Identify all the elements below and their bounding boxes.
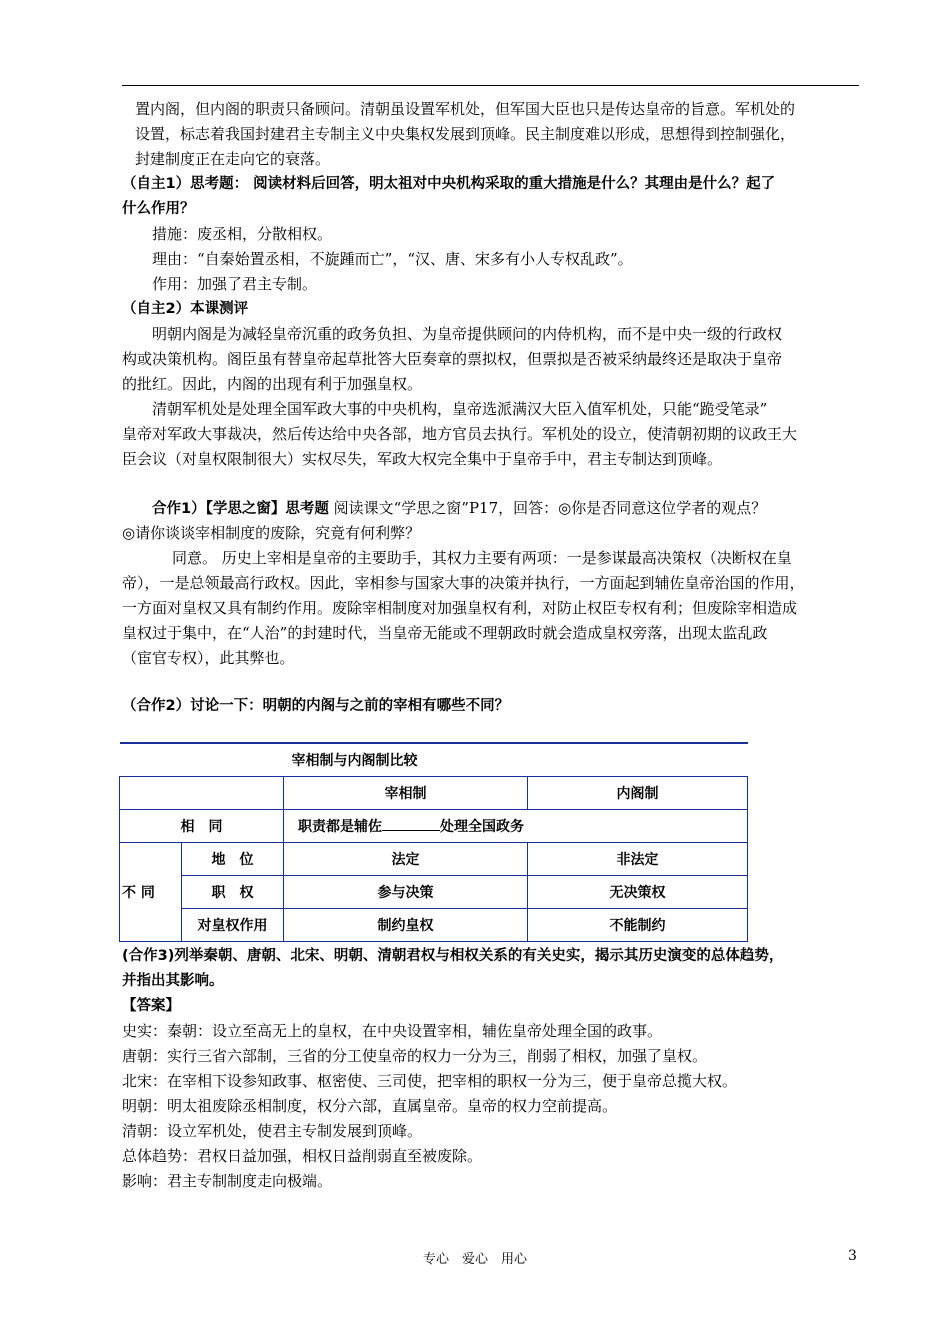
zizhu1-answer: 作用：加强了君主专制。 [152, 275, 318, 293]
hezuo1-answer: 皇权过于集中，在“人治”的封建时代，当皇帝无能或不理朝政时就会造成皇权旁落，出现太监乱政 [122, 624, 768, 642]
hezuo1-question-line2: ◎请你谈谈宰相制度的废除，究竟有何利弊？ [122, 524, 421, 542]
zizhu1-answer: 理由：“自秦始置丞相，不旋踵而亡”，“汉、唐、宋多有小人专权乱政”。 [152, 250, 633, 268]
row-label-different: 不 同 [120, 843, 182, 942]
page-number: 3 [848, 1248, 857, 1264]
diff-row-label: 地 位 [182, 843, 284, 876]
hezuo1-answer: 同意。 历史上宰相是皇帝的主要助手，其权力主要有两项：一是参谋最高决策权（决断权在皇 [172, 549, 792, 567]
zizhu2-heading: （自主2）本课测评 [122, 301, 249, 317]
page-footer: 专心 爱心 用心 [422, 1252, 527, 1267]
hezuo1-answer: 一方面对皇权又具有制约作用。废除宰相制度对加强皇权有利，对防止权臣专权有利；但废除宰相造成 [122, 599, 798, 617]
intro-line: 设置，标志着我国封建君主专制主义中央集权发展到顶峰。民主制度难以形成，思想得到控制强化， [135, 125, 796, 143]
hezuo2-question: （合作2）讨论一下：明朝的内阁与之前的宰相有哪些不同？ [122, 698, 510, 714]
hezuo1-question-text: 阅读课文“学思之窗”P17，回答：◎你是否同意这位学者的观点？ [328, 499, 767, 517]
diff-row-label: 对皇权作用 [182, 909, 284, 942]
hezuo1-answer: 帝），一是总领最高行政权。因此，宰相参与国家大事的决策并执行，一方面起到辅佐皇帝治国的作用， [122, 574, 805, 592]
zizhu2-paragraph: 臣会议（对皇权限制很大）实权尽失，军政大权完全集中于皇帝手中，君主专制达到顶峰。 [122, 450, 723, 468]
hezuo1-label: 合作1）【学思之窗】思考题 [152, 501, 329, 517]
zizhu1-question: （自主1）思考题： 阅读材料后回答，明太祖对中央机构采取的重大措施是什么？其理由是什么？起了 [122, 176, 776, 192]
col-header-neige: 内阁制 [528, 777, 748, 810]
comparison-table [119, 742, 748, 942]
hezuo1-answer: （宦官专权），此其弊也。 [122, 649, 295, 667]
hezuo3-question: 并指出其影响。 [122, 973, 224, 989]
hezuo3-question: (合作3)列举秦朝、唐朝、北宋、明朝、清朝君权与相权关系的有关史实，揭示其历史演变的总体趋势， [122, 948, 784, 964]
diff-cell-zaixiang: 法定 [284, 843, 528, 876]
answer-heading: 【答案】 [122, 998, 180, 1014]
zizhu2-paragraph: 的批红。因此，内阁的出现有利于加强皇权。 [122, 375, 423, 393]
answer-line: 明朝：明太祖废除丞相制度，权分六部，直属皇帝。皇帝的权力空前提高。 [122, 1097, 618, 1115]
diff-row-label: 职 权 [182, 876, 284, 909]
zizhu1-answer: 措施：废丞相，分散相权。 [152, 225, 333, 243]
header-rule [122, 85, 859, 86]
diff-cell-zaixiang: 制约皇权 [284, 909, 528, 942]
answer-line: 史实：秦朝：设立至高无上的皇权，在中央设置宰相，辅佐皇帝处理全国的政事。 [122, 1022, 663, 1040]
answer-line: 清朝：设立军机处，使君主专制发展到顶峰。 [122, 1122, 423, 1140]
same-cell [284, 810, 748, 843]
hezuo1-question [152, 496, 766, 522]
intro-line: 封建制度正在走向它的衰落。 [135, 150, 331, 168]
zizhu2-paragraph: 明朝内阁是为减轻皇帝沉重的政务负担、为皇帝提供顾问的内侍机构，而不是中央一级的行政权 [152, 325, 783, 343]
zizhu2-paragraph: 皇帝对军政大事裁决，然后传达给中央各部，地方官员去执行。军机处的设立，使清朝初期的议政王大 [122, 425, 798, 443]
diff-cell-zaixiang: 参与决策 [284, 876, 528, 909]
answer-line: 唐朝：实行三省六部制，三省的分工使皇帝的权力一分为三，削弱了相权，加强了皇权。 [122, 1047, 708, 1065]
table-corner [120, 777, 284, 810]
diff-cell-neige: 无决策权 [528, 876, 748, 909]
zizhu1-question: 什么作用？ [122, 201, 195, 217]
col-header-zaixiang: 宰相制 [284, 777, 528, 810]
same-text-b: 处理全国政务 [440, 819, 524, 835]
table-caption: 宰相制与内阁制比较 [120, 743, 748, 777]
zizhu2-paragraph: 清朝军机处是处理全国军政大事的中央机构，皇帝选派满汉大臣入值军机处，只能“跪受笔录” [152, 400, 768, 418]
answer-line: 北宋：在宰相下设参知政事、枢密使、三司使，把宰相的职权一分为三，便于皇帝总揽大权。 [122, 1072, 738, 1090]
row-label-same: 相 同 [120, 810, 284, 843]
diff-cell-neige: 非法定 [528, 843, 748, 876]
diff-cell-neige: 不能制约 [528, 909, 748, 942]
intro-line: 置内阁，但内阁的职责只备顾问。清朝虽设置军机处，但军国大臣也只是传达皇帝的旨意。军机处的 [135, 100, 796, 118]
fill-in-blank [382, 816, 440, 831]
answer-line: 总体趋势：君权日益加强，相权日益削弱直至被废除。 [122, 1147, 483, 1165]
zizhu2-paragraph: 构或决策机构。阁臣虽有替皇帝起草批答大臣奏章的票拟权，但票拟是否被采纳最终还是取决于皇帝 [122, 350, 783, 368]
answer-line: 影响：君主专制制度走向极端。 [122, 1172, 333, 1190]
same-text-a: 职责都是辅佐 [298, 819, 382, 835]
